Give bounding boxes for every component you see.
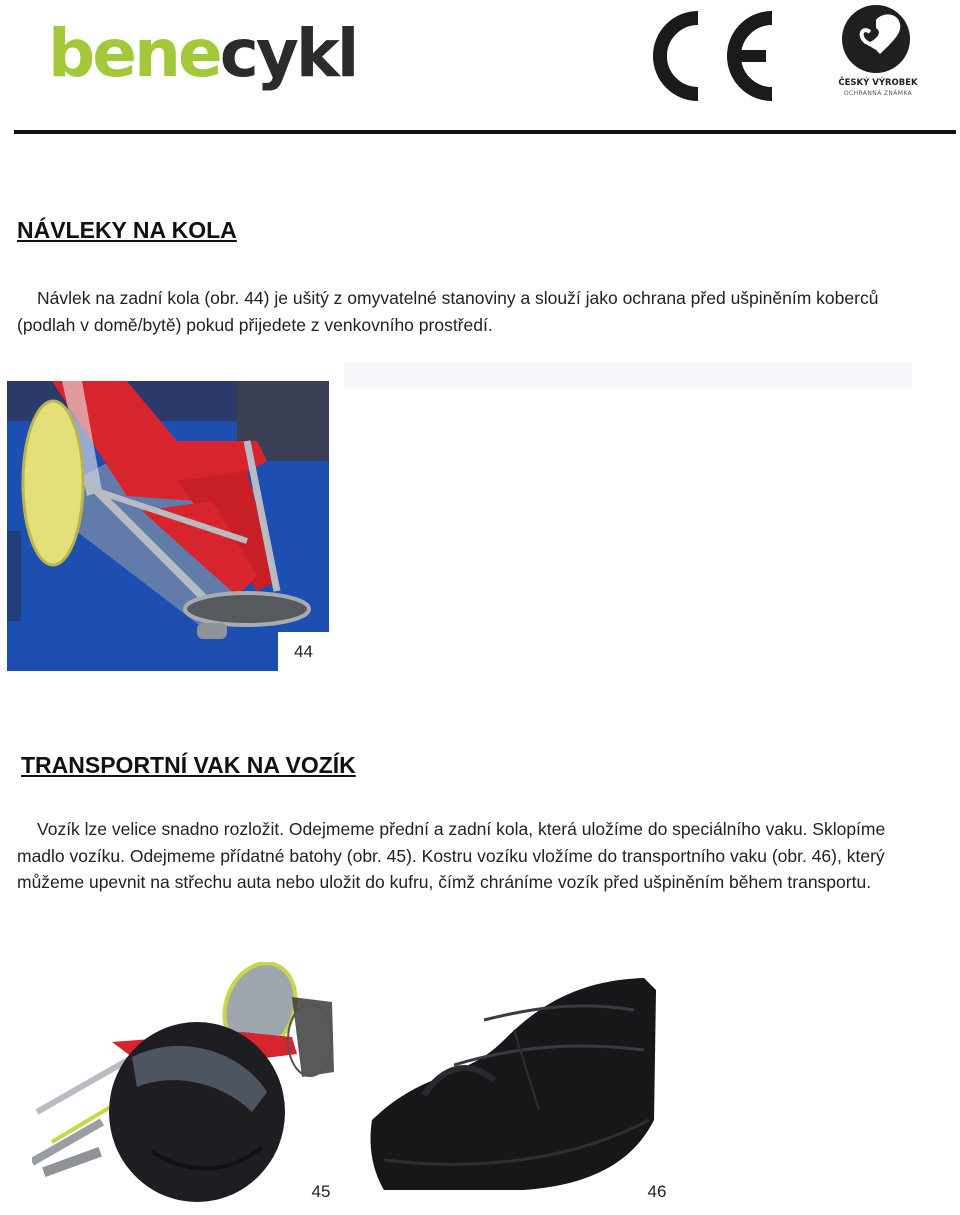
ce-mark-icon	[650, 10, 780, 102]
wheelchair-with-wheel-covers-photo	[7, 381, 329, 671]
figure-45-photo	[32, 962, 347, 1211]
transport-bag-paragraph	[17, 816, 935, 896]
figure-46-photo	[364, 970, 694, 1211]
logo-cykl-text: cykl	[219, 15, 357, 92]
trademark-caption: OCHRANNÁ ZNÁMKA	[843, 90, 913, 97]
faint-band	[344, 362, 912, 388]
figure-45-label: 45	[295, 1172, 347, 1211]
czech-product-mark	[836, 2, 920, 102]
wheel-covers-text: Návlek na zadní kola (obr. 44) je ušitý z omyvatelné stanoviny a slouží jako ochrana před ušpiněním koberců (podlah v domě/bytě) pokud přijedete z venkovního prostředí.	[17, 288, 879, 335]
czech-product-caption: ČESKÝ VÝROBEK	[838, 78, 918, 88]
transport-bag-text: Vozík lze velice snadno rozložit. Odejmeme přední a zadní kola, která uložíme do speciálního vaku. Sklopíme madlo vozíku. Odejmeme přídatné batohy (obr. 45). Kostru vozíku vložíme do transportního vaku (obr. 46), který můžeme upevnit na střechu auta nebo uložit do kufru, čímž chráníme vozík před ušpiněním během transportu.	[17, 819, 886, 892]
figure-46-label: 46	[635, 1172, 679, 1211]
logo-bene-text: bene	[48, 15, 220, 92]
header-divider	[14, 130, 956, 134]
figure-44-label: 44	[278, 632, 329, 671]
wheel-covers-paragraph	[17, 285, 927, 338]
czech-product-mark-icon	[836, 2, 920, 76]
section-title-transport-bag: TRANSPORTNÍ VAK NA VOZÍK	[21, 752, 356, 778]
section-title-wheel-covers: NÁVLEKY NA KOLA	[17, 217, 237, 243]
benecykl-logo	[48, 12, 357, 96]
figure-44-photo	[7, 381, 329, 671]
